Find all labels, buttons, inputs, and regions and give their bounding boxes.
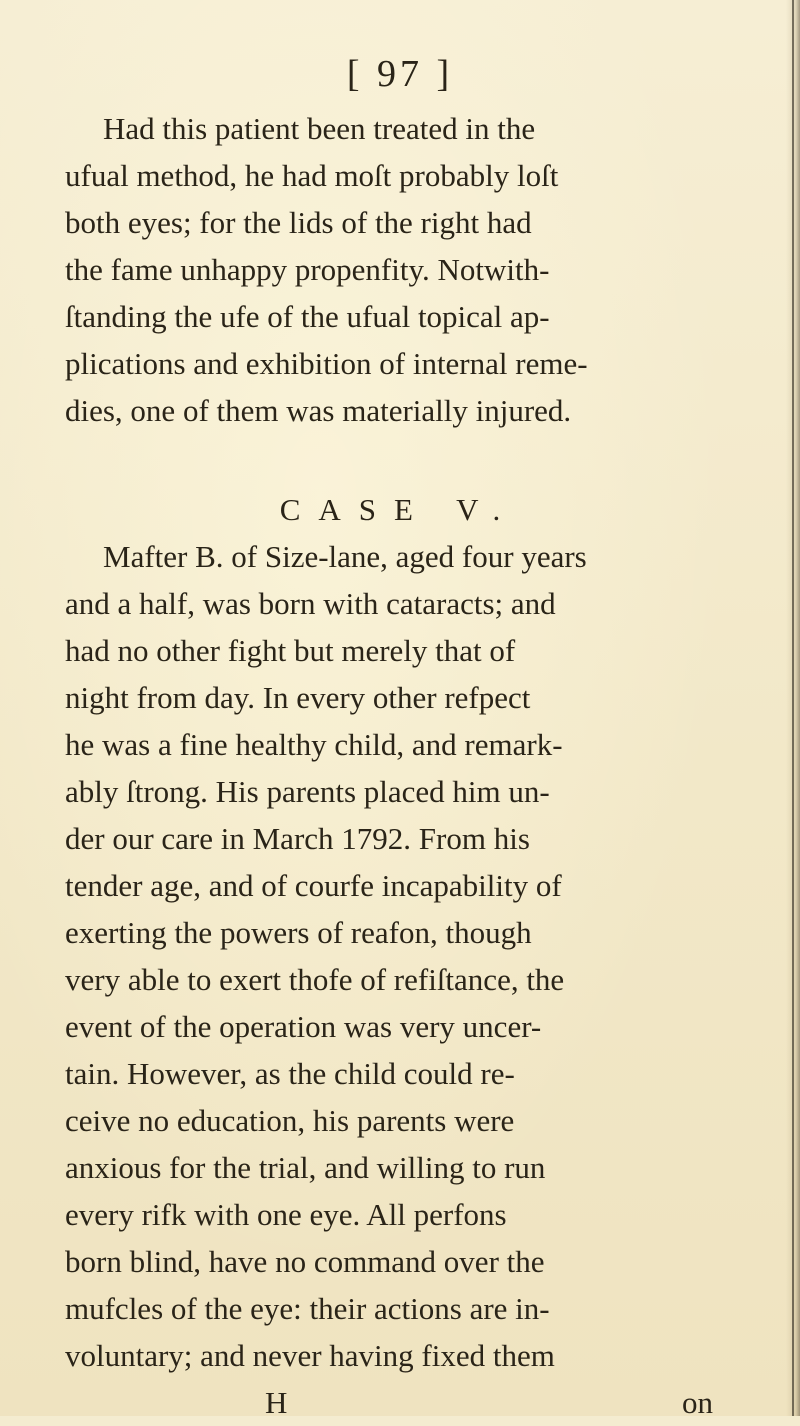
text-line: born blind, have no command over the [65, 1244, 545, 1279]
signature-mark: H [265, 1385, 288, 1420]
text-line: tender age, and of courfe incapability of [65, 868, 562, 903]
text-line: had no other fight but merely that of [65, 633, 516, 668]
footer-line [65, 1379, 713, 1426]
page-edge-line [792, 0, 794, 1416]
case-heading: CASE V. [279, 492, 519, 527]
text-line: and a half, was born with cataracts; and [65, 586, 556, 621]
text-line: exerting the powers of reafon, though [65, 915, 532, 950]
catchword: on [682, 1385, 713, 1420]
text-line: mufcles of the eye: their actions are in- [65, 1291, 550, 1326]
text-line: ably ſtrong. His parents placed him un- [65, 774, 550, 809]
paragraph-2 [65, 533, 713, 1379]
text-line: ceive no education, his parents were [65, 1103, 515, 1138]
text-line: event of the operation was very uncer- [65, 1009, 542, 1044]
body-text [65, 105, 713, 1426]
text-line: der our care in March 1792. From his [65, 821, 530, 856]
text-line: both eyes; for the lids of the right had [65, 205, 532, 240]
text-line: the fame unhappy propenfity. Notwith- [65, 252, 550, 287]
text-line: very able to exert thofe of refiſtance, the [65, 962, 565, 997]
text-line: Mafter B. of Size-lane, aged four years [103, 539, 587, 574]
page-number-header: [ 97 ] [346, 53, 454, 95]
text-line: ſtanding the ufe of the ufual topical ap- [65, 299, 550, 334]
text-line: he was a fine healthy child, and remark- [65, 727, 563, 762]
text-line: every rifk with one eye. All perfons [65, 1197, 507, 1232]
text-line: tain. However, as the child could re- [65, 1056, 515, 1091]
text-line: Had this patient been treated in the [103, 111, 536, 146]
text-line: plications and exhibition of internal reme- [65, 346, 588, 381]
text-line: anxious for the trial, and willing to run [65, 1150, 546, 1185]
text-line: night from day. In every other refpect [65, 680, 531, 715]
text-line: ufual method, he had moſt probably loſt [65, 158, 559, 193]
paragraph-1 [65, 105, 713, 434]
text-line: dies, one of them was materially injured. [65, 393, 572, 428]
text-line: voluntary; and never having fixed them [65, 1338, 555, 1373]
